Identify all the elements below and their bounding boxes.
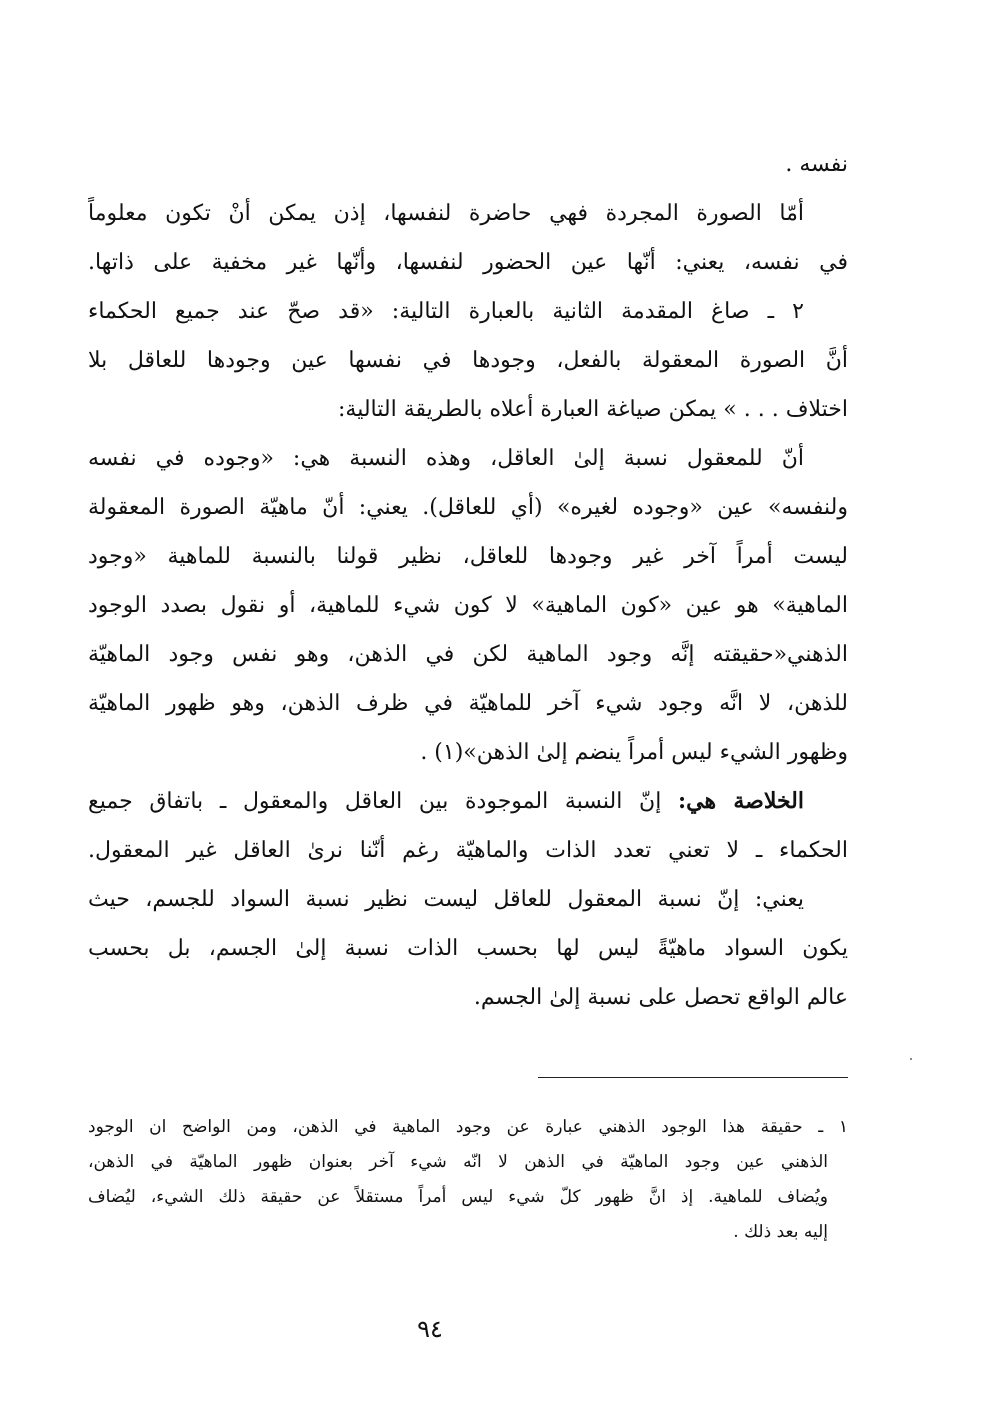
- footnote-line: الذهني عين وجود الماهيّة في الذهن لا انّه شيء آخر بعنوان ظهور الماهيّة في الذهن،: [88, 1152, 828, 1172]
- paragraph-line: أنَّ الصورة المعقولة بالفعل، وجودها في نفسها عين وجودها للعاقل بلا: [88, 348, 848, 373]
- footnote-line: ١ ـ حقيقة هذا الوجود الذهني عبارة عن وجود الماهية في الذهن، ومن الواضح ان الوجود: [88, 1117, 848, 1137]
- paragraph-line: وظهور الشيء ليس أمراً ينضم إلىٰ الذهن»(١) .: [420, 740, 848, 765]
- paragraph-line: اختلاف . . . » يمكن صياغة العبارة أعلاه بالطريقة التالية:: [338, 397, 848, 422]
- paragraph-line: أمّا الصورة المجردة فهي حاضرة لنفسها، إذن يمكن أنْ تكون معلوماً: [88, 201, 804, 226]
- paragraph-line: الماهية» هو عين «كون الماهية» لا كون شيء للماهية، أو نقول بصدد الوجود: [88, 593, 848, 618]
- paragraph-line: يعني: إنّ نسبة المعقول للعاقل ليست نظير نسبة السواد للجسم، حيث: [88, 887, 804, 912]
- paragraph-line: ٢ ـ صاغ المقدمة الثانية بالعبارة التالية: «قد صحّ عند جميع الحكماء: [88, 299, 804, 324]
- footnote-line: إليه بعد ذلك .: [733, 1222, 828, 1242]
- paragraph-line: عالم الواقع تحصل على نسبة إلىٰ الجسم.: [473, 985, 848, 1010]
- page-number: ٩٤: [417, 1315, 443, 1343]
- paragraph-line: أنّ للمعقول نسبة إلىٰ العاقل، وهذه النسبة هي: «وجوده في نفسه: [88, 446, 804, 471]
- footnote-separator: [538, 1077, 848, 1078]
- paragraph-line: للذهن، لا انَّه وجود شيء آخر للماهيّة في ظرف الذهن، وهو ظهور الماهيّة: [88, 691, 848, 716]
- paragraph-line: [88, 777, 848, 826]
- paragraph-line: ولنفسه» عين «وجوده لغيره» (أي للعاقل). يعني: أنّ ماهيّة الصورة المعقولة: [88, 495, 848, 520]
- paragraph-line: في نفسه، يعني: أنّها عين الحضور لنفسها، وأنّها غير مخفية على ذاتها.: [88, 250, 848, 275]
- paragraph-line: نفسه .: [785, 152, 848, 177]
- margin-speck: [910, 1058, 912, 1060]
- paragraph-line: الحكماء ـ لا تعني تعدد الذات والماهيّة رغم أنّنا نرىٰ العاقل غير المعقول.: [88, 838, 848, 863]
- main-text: [88, 140, 848, 1022]
- paragraph-line-text: إنّ النسبة الموجودة بين العاقل والمعقول ـ باتفاق جميع: [88, 789, 678, 814]
- footnotes: [88, 1110, 848, 1250]
- paragraph-line: يكون السواد ماهيّةً ليس لها بحسب الذات نسبة إلىٰ الجسم، بل بحسب: [88, 936, 848, 961]
- paragraph-line: ليست أمراً آخر غير وجودها للعاقل، نظير قولنا بالنسبة للماهية «وجود: [88, 544, 848, 569]
- footnote-line: ويُضاف للماهية. إذ انَّ ظهور كلّ شيء ليس أمراً مستقلاً عن حقيقة ذلك الشيء، ليُضاف: [88, 1187, 828, 1207]
- paragraph-line: الذهني«حقيقته إنَّه وجود الماهية لكن في الذهن، وهو نفس وجود الماهيّة: [88, 642, 848, 667]
- summary-lead: الخلاصة هي:: [677, 788, 804, 814]
